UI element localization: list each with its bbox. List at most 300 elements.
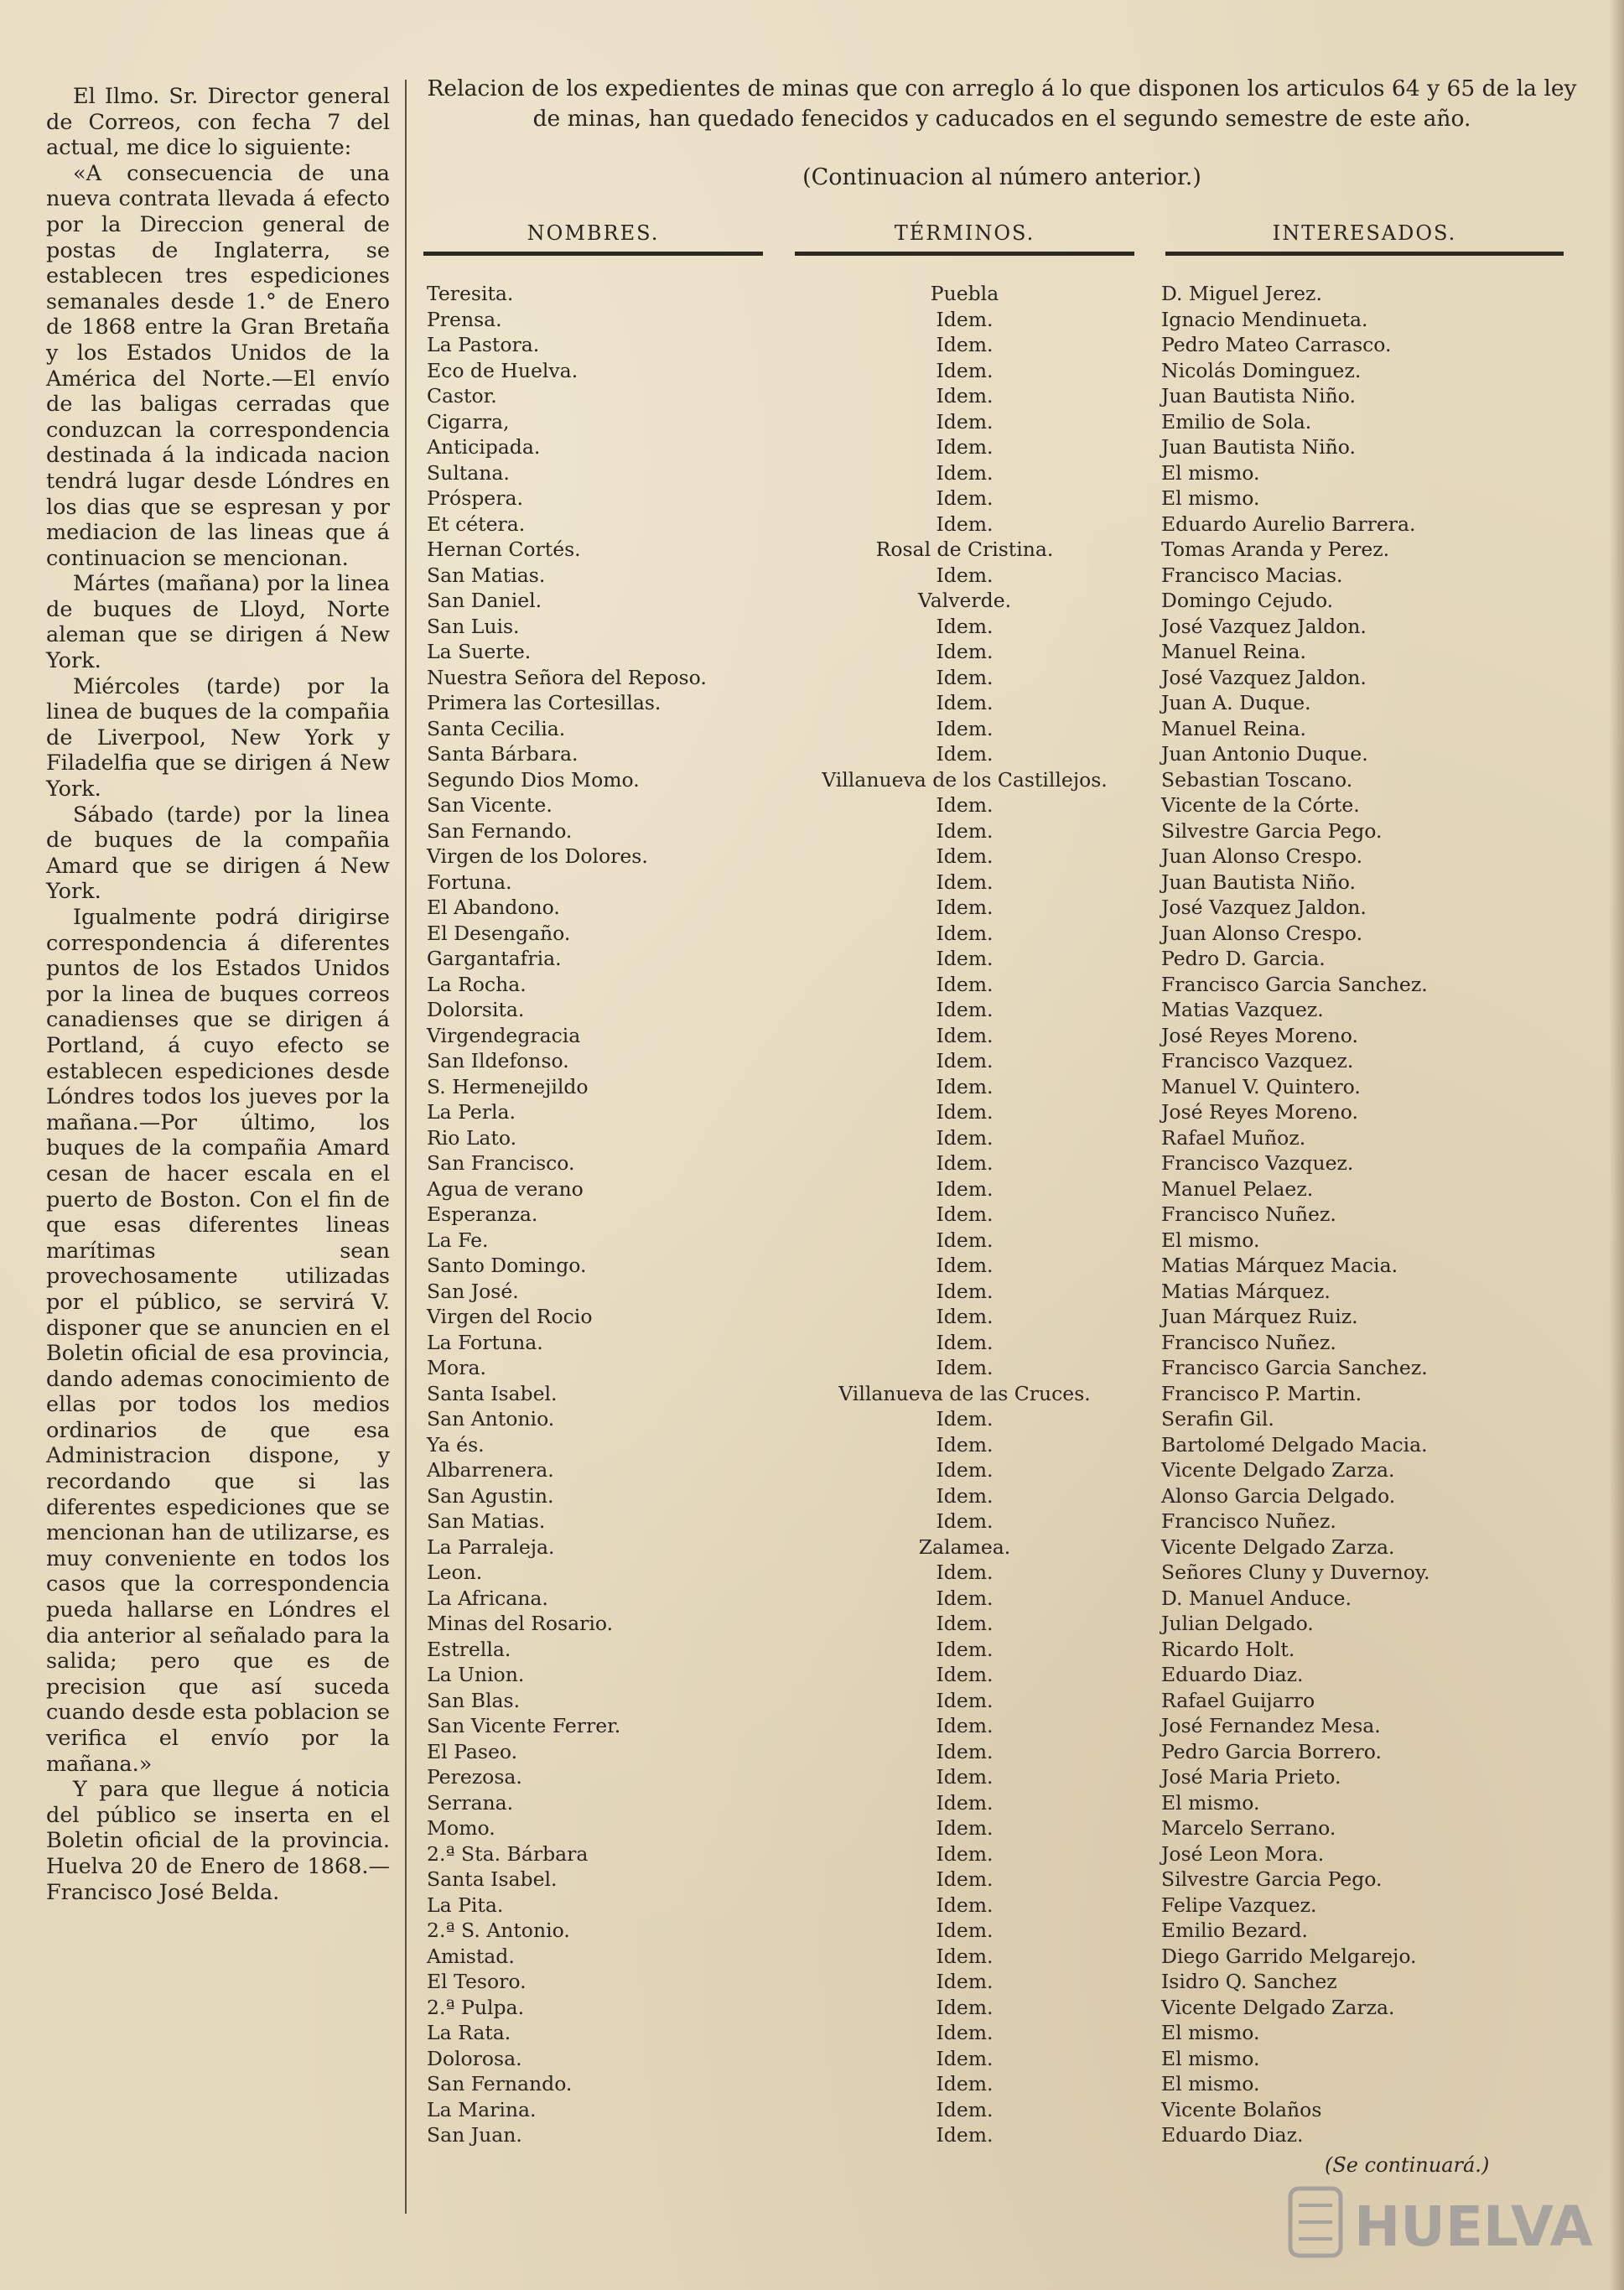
mine-name: San Francisco. (427, 1151, 575, 1175)
notice-paragraph: Mártes (mañana) por la linea de buques de Lloyd, Norte aleman que se dirigen á New York. (46, 571, 390, 674)
table-row (423, 614, 1580, 640)
municipality: Rosal de Cristina. (875, 537, 1054, 561)
mine-name: La Africana. (427, 1586, 548, 1610)
municipality: Idem. (936, 1586, 994, 1610)
table-row (423, 767, 1580, 793)
interested-party: Alonso Garcia Delgado. (1161, 1483, 1396, 1508)
interested-party: Pedro Mateo Carrasco. (1161, 333, 1392, 356)
table-row (423, 1253, 1580, 1279)
table-row (423, 870, 1580, 896)
mine-name: La Suerte. (427, 640, 532, 663)
mine-name: La Pita. (427, 1893, 504, 1917)
mine-name: Virgen del Rocio (427, 1305, 593, 1328)
mine-name: Et cétera. (427, 511, 526, 536)
interested-party: Juan Bautista Niño. (1161, 384, 1356, 408)
interested-party: El mismo. (1161, 2046, 1260, 2070)
interested-party: Pedro D. Garcia. (1161, 947, 1326, 970)
table-row (423, 1918, 1580, 1944)
notice-paragraph: «A consecuencia de una nueva contrata llevada á efecto por la Direccion general de postas de Inglaterra, se establecen tres espediciones semanales desde 1.° de Enero de 1868 entre la Gran Bretaña y los Estados Unidos de la América del Norte.—El envío de las baligas cerradas que conduzcan la correspondencia destinada á la indicada nacion tendrá lugar desde Lóndres en los dias que se espresan y por mediacion de las lineas que á continuacion se mencionan. (46, 160, 390, 571)
interested-party: Francisco Nuñez. (1161, 1330, 1336, 1354)
mine-name: La Fe. (427, 1228, 489, 1252)
mine-name: Fortuna. (427, 870, 512, 894)
municipality: Idem. (936, 921, 994, 945)
table-row (423, 1560, 1580, 1586)
mine-name: Virgen de los Dolores. (427, 844, 648, 868)
mine-name: Santa Bárbara. (427, 742, 579, 766)
interested-party: Vicente Bolaños (1161, 2097, 1322, 2121)
interested-party: Bartolomé Delgado Macia. (1161, 1432, 1428, 1457)
municipality: Idem. (936, 793, 994, 817)
municipality: Idem. (936, 409, 994, 434)
interested-party: Francisco Vazquez. (1161, 1151, 1354, 1175)
table-row (423, 537, 1580, 563)
table-row (423, 716, 1580, 742)
table-row (423, 460, 1580, 486)
table-row (423, 690, 1580, 716)
mine-name: San Agustin. (427, 1483, 554, 1508)
municipality: Idem. (936, 307, 994, 331)
mine-name: Mora. (427, 1356, 486, 1379)
interested-party: Vicente Delgado Zarza. (1161, 1534, 1395, 1559)
interested-party: El mismo. (1161, 2072, 1260, 2095)
interested-party: José Reyes Moreno. (1161, 1100, 1359, 1124)
table-row (423, 1381, 1580, 1407)
interested-party: Domingo Cejudo. (1161, 589, 1334, 612)
municipality: Idem. (936, 460, 994, 485)
interested-party: El mismo. (1161, 1228, 1260, 1252)
interested-party: Juan Bautista Niño. (1161, 870, 1356, 894)
interested-party: José Leon Mora. (1161, 1841, 1325, 1866)
municipality: Idem. (936, 1944, 994, 1968)
municipality: Idem. (936, 998, 994, 1021)
mine-name: La Fortuna. (427, 1330, 543, 1354)
mine-name: San Matias. (427, 563, 546, 587)
table-row (423, 972, 1580, 998)
municipality: Idem. (936, 2072, 994, 2095)
interested-party: Francisco P. Martin. (1161, 1381, 1362, 1405)
municipality: Idem. (936, 2021, 994, 2044)
mine-name: San Daniel. (427, 589, 542, 612)
mine-name: Nuestra Señora del Reposo. (427, 665, 707, 689)
table-row (423, 1304, 1580, 1330)
mine-name: Segundo Dios Momo. (427, 767, 640, 792)
interested-party: Manuel V. Quintero. (1161, 1074, 1361, 1098)
municipality: Idem. (936, 1074, 994, 1098)
table-row (423, 1406, 1580, 1432)
mine-name: 2.ª Sta. Bárbara (427, 1841, 589, 1866)
table-row (423, 1739, 1580, 1765)
interested-party: Felipe Vazquez. (1161, 1893, 1317, 1917)
table-row (423, 1790, 1580, 1816)
table-row (423, 1586, 1580, 1612)
municipality: Idem. (936, 1688, 994, 1712)
mine-name: Albarrenera. (427, 1458, 554, 1482)
table-row (423, 1125, 1580, 1151)
municipality: Idem. (936, 972, 994, 996)
table-row (423, 1023, 1580, 1049)
stamp-text: HUELVA (1354, 2194, 1593, 2259)
mine-name: Hernan Cortés. (427, 537, 581, 561)
interested-party: Francisco Vazquez. (1161, 1049, 1354, 1072)
table-row (423, 921, 1580, 947)
mine-name: Esperanza. (427, 1202, 538, 1226)
mine-name: La Perla. (427, 1100, 516, 1124)
municipality: Idem. (936, 1790, 994, 1815)
interested-party: Vicente Delgado Zarza. (1161, 1995, 1395, 2019)
notice-paragraph: Sábado (tarde) por la linea de buques de la compañia Amard que se dirigen á New York. (46, 802, 390, 905)
table-row (423, 946, 1580, 972)
mine-name: El Tesoro. (427, 1970, 527, 1993)
notice-paragraph: Miércoles (tarde) por la linea de buques de la compañia de Liverpool, New York y Filadelfia que se dirigen á New York. (46, 673, 390, 802)
interested-party: Matias Vazquez. (1161, 998, 1324, 1021)
municipality: Idem. (936, 665, 994, 689)
municipality: Idem. (936, 1125, 994, 1150)
interested-party: Nicolás Dominguez. (1161, 358, 1362, 382)
municipality: Idem. (936, 1919, 994, 1942)
interested-party: Ricardo Holt. (1161, 1637, 1295, 1661)
table-row (423, 997, 1580, 1023)
municipality: Idem. (936, 1816, 994, 1840)
interested-party: José Maria Prieto. (1161, 1765, 1341, 1789)
mine-name: Castor. (427, 384, 497, 408)
table-row (423, 1611, 1580, 1637)
table-row (423, 895, 1580, 921)
mine-name: El Abandono. (427, 896, 560, 919)
municipality: Idem. (936, 1483, 994, 1508)
table-row (423, 1483, 1580, 1509)
interested-party: Julian Delgado. (1161, 1612, 1314, 1635)
table-row (423, 281, 1580, 307)
interested-party: Francisco Nuñez. (1161, 1509, 1336, 1533)
mine-name: El Paseo. (427, 1739, 518, 1763)
table-row (423, 1176, 1580, 1202)
municipality: Idem. (936, 742, 994, 766)
municipality: Idem. (936, 1407, 994, 1431)
interested-party: Eduardo Diaz. (1161, 2123, 1304, 2147)
notice-column (46, 84, 390, 1905)
municipality: Idem. (936, 1202, 994, 1226)
municipality: Idem. (936, 1739, 994, 1763)
municipality: Idem. (936, 1893, 994, 1917)
interested-party: Vicente Delgado Zarza. (1161, 1458, 1395, 1482)
mine-name: Teresita. (427, 282, 514, 305)
mine-name: San Fernando. (427, 818, 573, 843)
mine-name: Serrana. (427, 1790, 514, 1815)
mine-name: San Vicente. (427, 793, 553, 817)
header-rule (795, 252, 1134, 256)
mine-name: Sultana. (427, 460, 510, 485)
mine-name: Cigarra, (427, 409, 510, 434)
municipality: Idem. (936, 640, 994, 663)
municipality: Idem. (936, 1765, 994, 1789)
table-row (423, 1355, 1580, 1381)
municipality: Idem. (936, 358, 994, 382)
mine-name: San Vicente Ferrer. (427, 1714, 621, 1737)
column-divider (405, 80, 407, 2214)
interested-party: Eduardo Diaz. (1161, 1663, 1304, 1686)
mine-name: La Rata. (427, 2021, 511, 2044)
mine-name: 2.ª S. Antonio. (427, 1919, 570, 1942)
mine-name: Dolorosa. (427, 2046, 522, 2070)
header-terminos: TÉRMINOS. (894, 221, 1035, 245)
mine-name: San Antonio. (427, 1407, 555, 1431)
interested-party: José Reyes Moreno. (1161, 1023, 1359, 1047)
document-title: Relacion de los expedientes de minas que con arreglo á lo que disponen los articulos 64 y 65 de la ley de minas, han quedado fenecidos y caducados en el segundo semestre de este año. (427, 75, 1577, 132)
mine-name: Santa Cecilia. (427, 716, 566, 740)
interested-party: Francisco Garcia Sanchez. (1161, 972, 1428, 996)
table-row (423, 1457, 1580, 1483)
table-row (423, 1202, 1580, 1228)
mine-name: San José. (427, 1279, 519, 1303)
mine-name: Eco de Huelva. (427, 358, 579, 382)
municipality: Idem. (936, 1714, 994, 1737)
municipality: Villanueva de los Castillejos. (822, 767, 1108, 792)
interested-party: Matias Márquez. (1161, 1279, 1331, 1303)
mine-name: S. Hermenejildo (427, 1074, 589, 1098)
mine-name: Anticipada. (427, 435, 541, 459)
municipality: Idem. (936, 486, 994, 510)
table-row (423, 1150, 1580, 1176)
municipality: Idem. (936, 716, 994, 740)
municipality: Idem. (936, 511, 994, 536)
table-row (423, 1815, 1580, 1841)
municipality: Idem. (936, 2046, 994, 2070)
table-row (423, 2046, 1580, 2072)
mine-name: Gargantafria. (427, 947, 562, 970)
municipality: Idem. (936, 896, 994, 919)
mine-name: Leon. (427, 1560, 483, 1584)
municipality: Idem. (936, 435, 994, 459)
mine-name: San Luis. (427, 614, 520, 638)
table-row (423, 741, 1580, 767)
table-row (423, 1688, 1580, 1714)
table-row (423, 1099, 1580, 1125)
table-row (423, 1048, 1580, 1074)
mine-name: Santa Isabel. (427, 1867, 558, 1891)
mine-name: Momo. (427, 1816, 496, 1840)
mine-name: San Matias. (427, 1509, 546, 1533)
table-row (423, 434, 1580, 460)
mine-name: La Union. (427, 1663, 525, 1686)
interested-party: Juan Antonio Duque. (1161, 742, 1368, 766)
municipality: Idem. (936, 1176, 994, 1201)
interested-party: Francisco Garcia Sanchez. (1161, 1356, 1428, 1379)
mine-name: Minas del Rosario. (427, 1612, 614, 1635)
mine-name: Próspera. (427, 486, 523, 510)
table-row (423, 486, 1580, 511)
interested-party: Juan Bautista Niño. (1161, 435, 1356, 459)
archive-stamp-logo (1287, 2180, 1593, 2264)
municipality: Zalamea. (918, 1534, 1011, 1559)
table-row (423, 1074, 1580, 1100)
table-row (423, 1228, 1580, 1254)
interested-party: El mismo. (1161, 1790, 1260, 1815)
interested-party: Matias Márquez Macia. (1161, 1254, 1398, 1277)
table-row (423, 563, 1580, 589)
municipality: Idem. (936, 1023, 994, 1047)
interested-party: Marcelo Serrano. (1161, 1816, 1336, 1840)
interested-party: Pedro Garcia Borrero. (1161, 1739, 1382, 1763)
table-row (423, 1534, 1580, 1560)
interested-party: Francisco Macias. (1161, 563, 1343, 587)
mine-name: Amistad. (427, 1944, 515, 1968)
mining-records-table (423, 281, 1580, 2148)
municipality: Villanueva de las Cruces. (838, 1381, 1091, 1405)
interested-party: Tomas Aranda y Perez. (1161, 537, 1390, 561)
interested-party: Eduardo Aurelio Barrera. (1161, 511, 1416, 536)
mine-name: Ya és. (427, 1432, 485, 1457)
mine-name: Dolorsita. (427, 998, 525, 1021)
notice-paragraph: Igualmente podrá dirigirse correspondencia á diferentes puntos de los Estados Unidos por la linea de buques correos canadienses que se dirigen á Portland, á cuyo efecto se establecen espediciones desde Lóndres todos los jueves por la mañana.—Por último, los buques de la compañia Amard cesan de hacer escala en el puerto de Boston. Con el fin de que esas diferentes lineas marítimas sean provechosamente utilizadas por el público, se servirá V. disponer que se anuncien en el Boletin oficial de esa provincia, dando ademas conocimiento de ellas por todos los medios ordinarios de que esa Administracion dispone, y recordando que si las diferentes espediciones que se mencionan han de utilizarse, es muy conveniente en todos los casos que la correspondencia pueda hallarse en Lóndres el dia anterior al señalado para la salida; pero que es de precision que así suceda cuando desde esta poblacion se verifica el envío por la mañana.» (46, 905, 390, 1777)
mine-name: La Marina. (427, 2097, 537, 2121)
interested-party: Juan A. Duque. (1161, 691, 1311, 714)
table-row (423, 383, 1580, 409)
interested-party: Ignacio Mendinueta. (1161, 307, 1368, 331)
interested-party: Juan Alonso Crespo. (1161, 844, 1363, 868)
table-row (423, 1713, 1580, 1739)
interested-party: Emilio Bezard. (1161, 1919, 1308, 1942)
municipality: Idem. (936, 1560, 994, 1584)
interested-party: El mismo. (1161, 486, 1260, 510)
municipality: Idem. (936, 870, 994, 894)
table-row (423, 1764, 1580, 1790)
interested-party: Juan Márquez Ruiz. (1161, 1305, 1358, 1328)
municipality: Idem. (936, 1228, 994, 1252)
table-row (423, 1637, 1580, 1663)
table-row (423, 1995, 1580, 2021)
notice-paragraph: Y para que llegue á noticia del público se inserta en el Boletin oficial de la provincia. Huelva 20 de Enero de 1868.—Francisco José Belda. (46, 1777, 390, 1905)
mine-name: Primera las Cortesillas. (427, 691, 662, 714)
document-subtitle: (Continuacion al número anterior.) (802, 164, 1201, 190)
mine-name: La Parraleja. (427, 1534, 555, 1559)
municipality: Idem. (936, 1995, 994, 2019)
interested-party: José Vazquez Jaldon. (1161, 614, 1367, 638)
notice-paragraph: El Ilmo. Sr. Director general de Correos, con fecha 7 del actual, me dice lo siguiente: (46, 84, 390, 161)
interested-party: Rafael Muñoz. (1161, 1125, 1306, 1150)
table-row (423, 307, 1580, 333)
mine-name: Estrella. (427, 1637, 511, 1661)
interested-party: Francisco Nuñez. (1161, 1202, 1336, 1226)
mine-name: Virgendegracia (427, 1023, 581, 1047)
interested-party: D. Manuel Anduce. (1161, 1586, 1352, 1610)
table-row (423, 1432, 1580, 1458)
interested-party: Señores Cluny y Duvernoy. (1161, 1560, 1430, 1584)
interested-party: José Vazquez Jaldon. (1161, 896, 1367, 919)
mine-name: El Desengaño. (427, 921, 571, 945)
municipality: Idem. (936, 691, 994, 714)
municipality: Idem. (936, 1509, 994, 1533)
municipality: Idem. (936, 384, 994, 408)
municipality: Idem. (936, 844, 994, 868)
interested-party: Rafael Guijarro (1161, 1688, 1315, 1712)
municipality: Idem. (936, 1841, 994, 1866)
mine-name: Santo Domingo. (427, 1254, 587, 1277)
municipality: Idem. (936, 1867, 994, 1891)
table-row (423, 665, 1580, 691)
interested-party: Diego Garrido Melgarejo. (1161, 1944, 1417, 1968)
interested-party: Manuel Reina. (1161, 716, 1306, 740)
table-row (423, 2122, 1580, 2148)
municipality: Puebla (930, 282, 999, 305)
interested-party: Serafin Gil. (1161, 1407, 1274, 1431)
table-row (423, 792, 1580, 818)
interested-party: Manuel Pelaez. (1161, 1176, 1314, 1201)
municipality: Idem. (936, 1330, 994, 1354)
interested-party: Manuel Reina. (1161, 640, 1306, 663)
municipality: Idem. (936, 563, 994, 587)
municipality: Idem. (936, 1100, 994, 1124)
table-row (423, 1508, 1580, 1534)
interested-party: José Fernandez Mesa. (1161, 1714, 1381, 1737)
table-row (423, 1330, 1580, 1356)
page-edge (1609, 0, 1624, 2290)
table-row (423, 1867, 1580, 1893)
table-row (423, 1841, 1580, 1867)
interested-party: Juan Alonso Crespo. (1161, 921, 1363, 945)
interested-party: Emilio de Sola. (1161, 409, 1312, 434)
municipality: Idem. (936, 1151, 994, 1175)
municipality: Idem. (936, 2097, 994, 2121)
table-row (423, 1279, 1580, 1305)
interested-party: José Vazquez Jaldon. (1161, 665, 1367, 689)
header-rule (1165, 252, 1564, 256)
municipality: Idem. (936, 614, 994, 638)
municipality: Idem. (936, 1970, 994, 1993)
municipality: Idem. (936, 1458, 994, 1482)
municipality: Idem. (936, 818, 994, 843)
table-row (423, 588, 1580, 614)
table-row (423, 511, 1580, 537)
municipality: Idem. (936, 1663, 994, 1686)
mine-name: La Pastora. (427, 333, 540, 356)
header-interesados: INTERESADOS. (1272, 221, 1457, 245)
table-row (423, 409, 1580, 435)
table-row (423, 818, 1580, 844)
mine-name: San Juan. (427, 2123, 522, 2147)
interested-party: Silvestre Garcia Pego. (1161, 818, 1383, 843)
mine-name: Prensa. (427, 307, 502, 331)
interested-party: El mismo. (1161, 2021, 1260, 2044)
mine-name: Rio Lato. (427, 1125, 517, 1150)
municipality: Idem. (936, 947, 994, 970)
municipality: Idem. (936, 1637, 994, 1661)
municipality: Idem. (936, 2123, 994, 2147)
interested-party: Sebastian Toscano. (1161, 767, 1353, 792)
municipality: Valverde. (917, 589, 1012, 612)
interested-party: D. Miguel Jerez. (1161, 282, 1322, 305)
mine-name: 2.ª Pulpa. (427, 1995, 525, 2019)
municipality: Idem. (936, 1305, 994, 1328)
table-row (423, 1969, 1580, 1995)
municipality: Idem. (936, 1612, 994, 1635)
mine-name: San Fernando. (427, 2072, 573, 2095)
mine-name: La Rocha. (427, 972, 527, 996)
municipality: Idem. (936, 1432, 994, 1457)
continuation-note: (Se continuará.) (1325, 2153, 1490, 2177)
table-row (423, 2020, 1580, 2046)
municipality: Idem. (936, 1279, 994, 1303)
municipality: Idem. (936, 333, 994, 356)
table-row (423, 2097, 1580, 2123)
mine-name: Perezosa. (427, 1765, 522, 1789)
table-row (423, 332, 1580, 358)
interested-party: El mismo. (1161, 460, 1260, 485)
interested-party: Vicente de la Córte. (1161, 793, 1360, 817)
municipality: Idem. (936, 1254, 994, 1277)
mine-name: Agua de verano (427, 1176, 584, 1201)
municipality: Idem. (936, 1049, 994, 1072)
table-row (423, 1893, 1580, 1919)
